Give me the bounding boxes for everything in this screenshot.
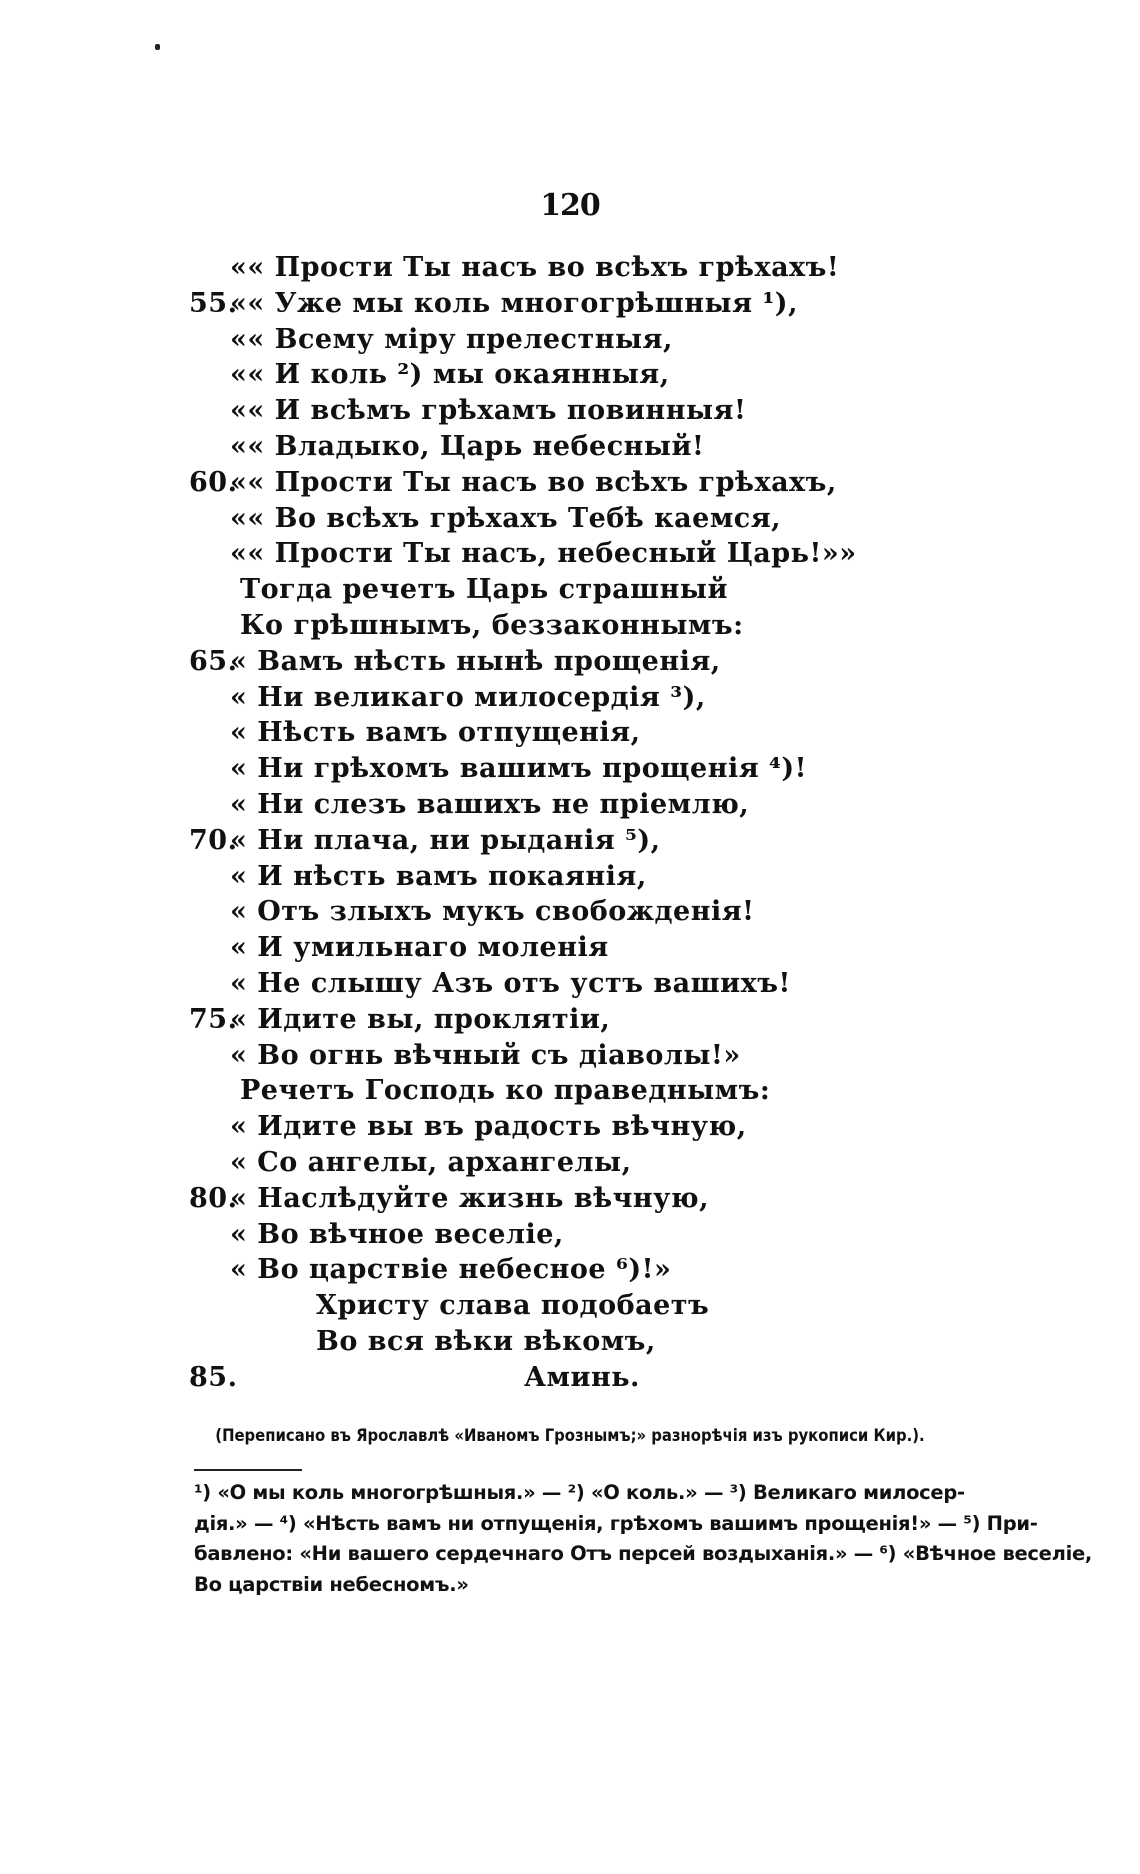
verse-text: «« Уже мы коль многогрѣшныя ¹),: [230, 287, 798, 319]
footnote-line: Во царствіи небесномъ.»: [194, 1572, 469, 1596]
verse-line: [0, 787, 1140, 823]
verse-text: « Со ангелы, архангелы,: [230, 1146, 632, 1178]
line-number: 70.: [189, 824, 238, 856]
verse-text: «« Во всѣхъ грѣхахъ Тебѣ каемся,: [230, 502, 782, 534]
verse-line: [0, 859, 1140, 895]
verse-text: « Наслѣдуйте жизнь вѣчную,: [230, 1182, 710, 1214]
verse-line: [0, 1145, 1140, 1181]
verse-text: «« Всему міру прелестныя,: [230, 323, 673, 355]
poem-body: [0, 250, 1140, 1396]
verse-text: «« И коль ²) мы окаянныя,: [230, 359, 670, 391]
footnote-line: ¹) «О мы коль многогрѣшныя.» — ²) «О коль.» — ³) Великаго милосер-: [194, 1481, 965, 1504]
verse-text: « Не слышу Азъ отъ устъ вашихъ!: [230, 967, 791, 999]
line-number: 75.: [189, 1003, 238, 1035]
verse-text: « Идите вы въ радость вѣчную,: [230, 1111, 747, 1143]
verse-text: Аминь.: [524, 1361, 640, 1393]
verse-text: « И умильнаго моленія: [230, 932, 609, 964]
verse-text: « Нѣсть вамъ отпущенія,: [230, 717, 641, 749]
verse-line: [0, 1252, 1140, 1288]
verse-line: [0, 894, 1140, 930]
page-number: 120: [540, 188, 600, 223]
verse-text: « Ни слезъ вашихъ не пріемлю,: [230, 788, 750, 820]
verse-text: Тогда речетъ Царь страшный: [240, 574, 728, 606]
verse-line: [0, 1324, 1140, 1360]
verse-text: « Во царствіе небесное ⁶)!»: [230, 1254, 672, 1286]
line-number: 55.: [189, 287, 238, 319]
verse-line: [0, 1217, 1140, 1253]
verse-text: «« Прости Ты насъ во всѣхъ грѣхахъ,: [230, 466, 837, 498]
verse-line: [0, 501, 1140, 537]
verse-line: [0, 823, 1140, 859]
line-number: 65.: [189, 645, 238, 677]
verse-text: «« Владыко, Царь небесный!: [230, 430, 705, 462]
verse-text: Во вся вѣки вѣкомъ,: [316, 1325, 656, 1357]
footnote-line: бавлено: «Ни вашего сердечнаго Отъ персей воздыханія.» — ⁶) «Вѣчное веселіе,: [194, 1542, 1092, 1565]
verse-text: « Ни грѣхомъ вашимъ прощенія ⁴)!: [230, 753, 808, 785]
verse-line: [0, 608, 1140, 644]
verse-line: [0, 1073, 1140, 1109]
verse-line: [0, 1002, 1140, 1038]
verse-line: [0, 429, 1140, 465]
verse-line: [0, 357, 1140, 393]
verse-line: [0, 1288, 1140, 1324]
footnote-line: дія.» — ⁴) «Нѣсть вамъ ни отпущенія, грѣхомъ вашимъ прощенія!» — ⁵) При-: [194, 1511, 1038, 1535]
verse-text: « И нѣсть вамъ покаянія,: [230, 860, 647, 892]
verse-text: « Ни великаго милосердія ³),: [230, 681, 706, 713]
verse-line: [0, 393, 1140, 429]
verse-line: [0, 286, 1140, 322]
verse-text: « Ни плача, ни рыданія ⁵),: [230, 824, 661, 856]
verse-line: [0, 1109, 1140, 1145]
verse-line: [0, 465, 1140, 501]
verse-line: [0, 572, 1140, 608]
source-note: (Переписано въ Ярославлѣ «Иваномъ Грознымъ;» разнорѣчія изъ рукописи Кир.).: [215, 1426, 925, 1445]
verse-text: Ко грѣшнымъ, беззаконнымъ:: [240, 609, 744, 641]
verse-text: « Идите вы, проклятіи,: [230, 1003, 611, 1035]
verse-line: [0, 536, 1140, 572]
line-number: 80.: [189, 1182, 238, 1214]
verse-text: Речетъ Господь ко праведнымъ:: [240, 1075, 771, 1107]
footnotes: [194, 1478, 1092, 1600]
verse-text: «« Прости Ты насъ во всѣхъ грѣхахъ!: [230, 252, 840, 283]
verse-line: [0, 751, 1140, 787]
verse-text: «« Прости Ты насъ, небесный Царь!»»: [230, 538, 857, 570]
verse-text: « Отъ злыхъ мукъ свобожденія!: [230, 896, 755, 928]
verse-text: Христу слава подобаетъ: [316, 1290, 710, 1322]
verse-line: [0, 930, 1140, 966]
line-number: 60.: [189, 466, 238, 498]
verse-line: [0, 322, 1140, 358]
verse-text: « Во огнь вѣчный съ діаволы!»: [230, 1039, 741, 1071]
verse-line: [0, 1038, 1140, 1074]
line-number: 85.: [189, 1361, 238, 1393]
verse-text: « Вамъ нѣсть нынѣ прощенія,: [230, 645, 721, 677]
verse-line: [0, 644, 1140, 680]
verse-line: [0, 966, 1140, 1002]
verse-line: [0, 1360, 1140, 1396]
ink-speck: [155, 44, 160, 50]
verse-line: [0, 715, 1140, 751]
verse-text: «« И всѣмъ грѣхамъ повинныя!: [230, 395, 747, 427]
verse-text: « Во вѣчное веселіе,: [230, 1218, 564, 1250]
verse-line: [0, 680, 1140, 716]
verse-line: [0, 1181, 1140, 1217]
footnote-divider: [194, 1469, 302, 1471]
verse-line: [0, 250, 1140, 286]
